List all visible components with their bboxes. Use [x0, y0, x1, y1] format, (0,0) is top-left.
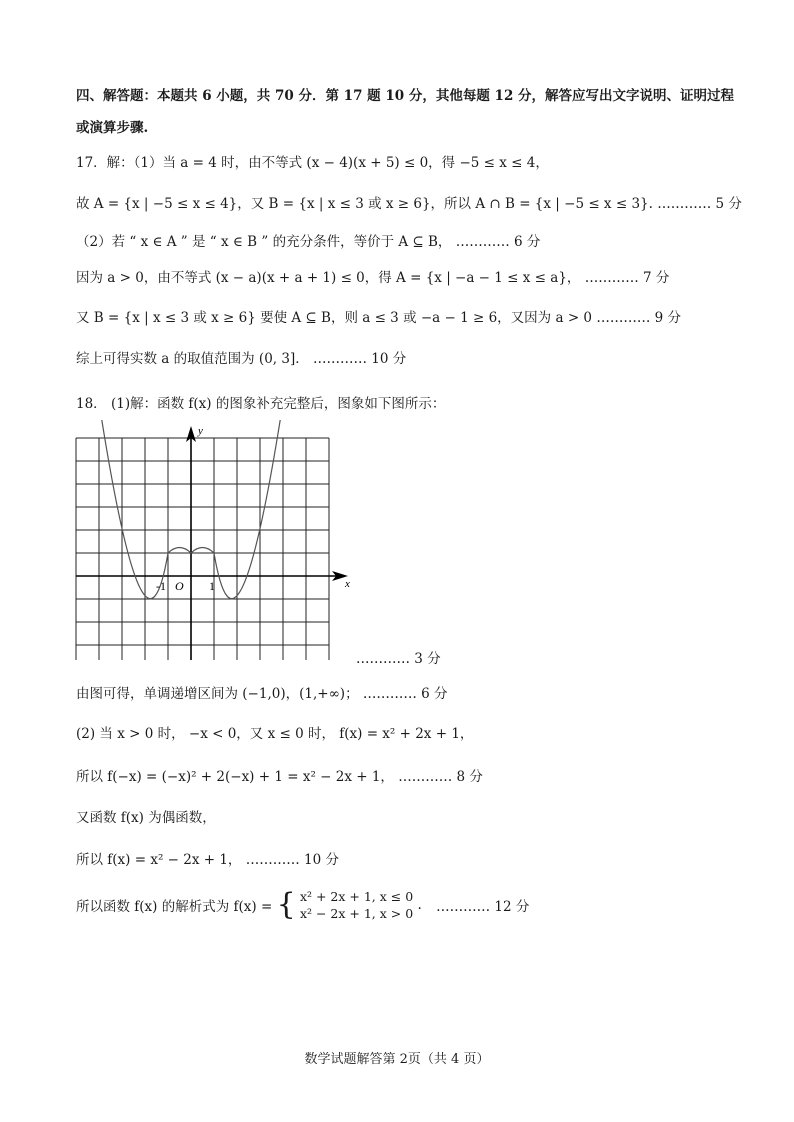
q17-score-10: ………… 10 分: [313, 351, 407, 367]
q18-line-6-text: 所以 f(x) = x² − 2x + 1，: [76, 852, 242, 868]
q17-line-3: [76, 230, 540, 250]
q18-line-1: 18． (1)解：函数 f(x) 的图象补充完整后，图象如下图所示：: [76, 396, 446, 412]
q17-line-2-text: 故 A = {x | −5 ≤ x ≤ 4}，又 B = {x | x ≤ 3 或 x ≥ 6}，所以 A ∩ B = {x | −5 ≤ x ≤ 3}.: [76, 196, 653, 212]
q18-line-5: 又函数 f(x) 为偶函数，: [76, 810, 216, 826]
origin-label: O: [175, 579, 184, 593]
q18-line-2-text: 由图可得，单调递增区间为 (−1,0)，(1,+∞)；: [76, 686, 359, 702]
q17-line-4: [76, 266, 669, 286]
q17-score-7: ………… 7 分: [584, 270, 670, 286]
q18-line-3: (2) 当 x > 0 时， −x < 0，又 x ≤ 0 时， f(x) = x² + 2x + 1，: [76, 726, 474, 742]
page-footer: 数学试题解答第 2页（共 4 页）: [304, 1052, 490, 1067]
q18-score-8: ………… 8 分: [398, 769, 483, 785]
q17-score-5: ………… 5 分: [657, 196, 742, 212]
tick-label-pos-1: 1: [209, 579, 215, 593]
q18-line-6: [76, 848, 339, 868]
q17-line-2: [76, 192, 742, 212]
q17-line-6-text: 综上可得实数 a 的取值范围为 (0, 3]．: [76, 351, 309, 367]
graph-axes: [76, 430, 338, 660]
heading-line-1: 四、解答题：本题共 6 小题，共 70 分．第 17 题 10 分，其他每题 12 分，解答应写出文字说明、证明过程: [76, 88, 735, 104]
q17-line-6: [76, 347, 406, 367]
graph-grid: [76, 438, 329, 660]
y-axis-label: y: [198, 425, 203, 437]
q18-line-4: [76, 765, 483, 785]
q18-score-3: ………… 3 分: [356, 651, 441, 667]
q17-line-5: [76, 306, 681, 326]
heading-line-2: 或演算步骤.: [76, 120, 149, 136]
q18-score-12: ………… 12 分: [436, 899, 530, 915]
q18-line-2: [76, 682, 448, 702]
function-graph: [66, 420, 356, 660]
tick-label-neg-1: -1: [156, 579, 166, 593]
q17-line-3-text: （2）若 “ x ∈ A ” 是 “ x ∈ B ” 的充分条件，等价于 A ⊆ B，: [76, 234, 452, 250]
q17-score-9: ………… 9 分: [596, 310, 681, 326]
q17-line-1: 17．解：（1）当 a = 4 时，由不等式 (x − 4)(x + 5) ≤ 0，得 −5 ≤ x ≤ 4，: [76, 155, 549, 171]
q17-line-4-text: 因为 a > 0，由不等式 (x − a)(x + a + 1) ≤ 0，得 A = {x | −a − 1 ≤ x ≤ a}，: [76, 270, 581, 286]
q18-line-7: 所以函数 f(x) 的解析式为 f(x) = { x² + 2x + 1, x ≤ 0 x² − 2x + 1, x > 0 . ………… 12 分: [76, 887, 530, 922]
piecewise-cases: [300, 888, 413, 922]
q18-score-10: ………… 10 分: [245, 852, 339, 868]
q18-score-6: ………… 6 分: [362, 686, 448, 702]
q17-line-5-text: 又 B = {x | x ≤ 3 或 x ≥ 6} 要使 A ⊆ B，则 a ≤ 3 或 −a − 1 ≥ 6，又因为 a > 0: [76, 310, 593, 326]
piecewise-case-1: x² + 2x + 1, x ≤ 0: [299, 889, 414, 904]
q18-line-4-text: 所以 f(−x) = (−x)² + 2(−x) + 1 = x² − 2x + 1，: [76, 769, 394, 785]
q18-line-7-prefix: 所以函数 f(x) 的解析式为 f(x) =: [76, 899, 273, 915]
piecewise-brace: {: [276, 887, 296, 922]
x-axis-label: x: [345, 578, 350, 590]
piecewise-case-2: x² − 2x + 1, x > 0: [299, 906, 414, 921]
q17-score-6: ………… 6 分: [455, 234, 541, 250]
